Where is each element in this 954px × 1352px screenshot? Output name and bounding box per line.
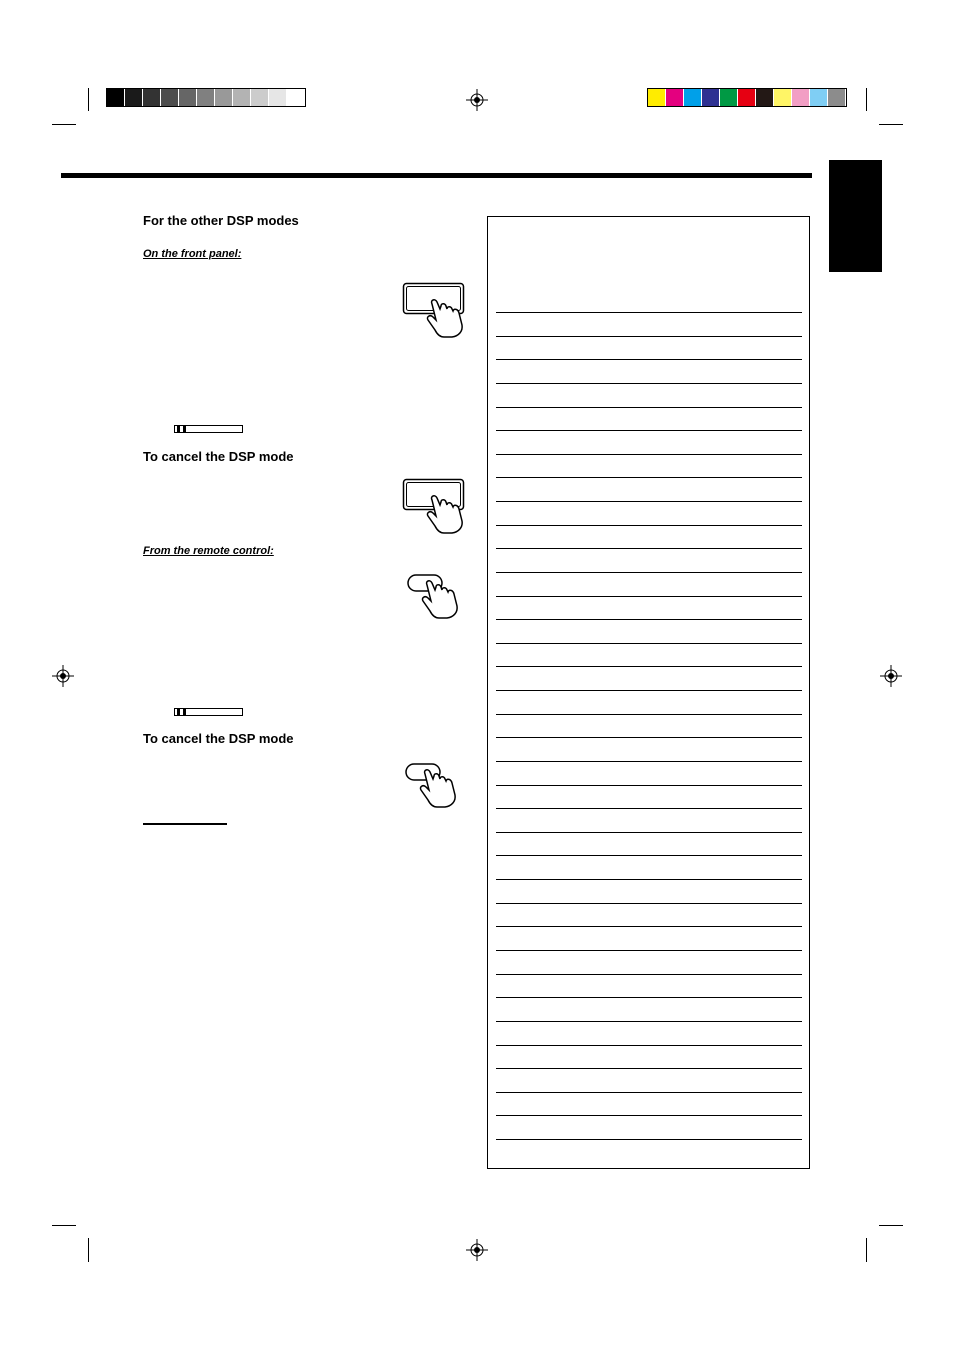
table-row-divider <box>496 737 802 738</box>
table-row-divider <box>496 336 802 337</box>
color-swatch <box>810 89 828 106</box>
color-swatch <box>774 89 792 106</box>
table-row-divider <box>496 855 802 856</box>
remote-control-label: From the remote control: <box>143 545 274 557</box>
display-indicator-icon <box>174 425 243 433</box>
display-indicator-icon <box>174 708 243 716</box>
front-panel-label: On the front panel: <box>143 248 242 260</box>
color-swatch <box>233 89 251 106</box>
color-swatch <box>143 89 161 106</box>
table-row-divider <box>496 619 802 620</box>
cancel-dsp-heading-remote: To cancel the DSP mode <box>143 731 294 746</box>
table-row-divider <box>496 690 802 691</box>
table-row-divider <box>496 1139 802 1140</box>
color-swatch <box>197 89 215 106</box>
table-row-divider <box>496 1021 802 1022</box>
table-row-divider <box>496 1045 802 1046</box>
table-row-divider <box>496 643 802 644</box>
registration-mark-icon <box>52 665 74 687</box>
table-row-divider <box>496 430 802 431</box>
table-row-divider <box>496 926 802 927</box>
hand-press-button-icon <box>402 282 468 338</box>
color-swatch <box>666 89 684 106</box>
table-row-divider <box>496 974 802 975</box>
dsp-settings-table <box>487 216 810 1169</box>
table-row-divider <box>496 359 802 360</box>
table-row-divider <box>496 808 802 809</box>
table-row-divider <box>496 1068 802 1069</box>
table-row-divider <box>496 666 802 667</box>
table-row-divider <box>496 383 802 384</box>
crop-mark <box>879 1225 903 1226</box>
color-swatch <box>648 89 666 106</box>
color-swatch <box>161 89 179 106</box>
header-rule <box>61 173 812 178</box>
table-row-divider <box>496 312 802 313</box>
crop-mark <box>866 1238 867 1262</box>
color-swatch <box>251 89 269 106</box>
crop-mark <box>866 88 867 111</box>
table-row-divider <box>496 501 802 502</box>
table-row-divider <box>496 1092 802 1093</box>
table-row-divider <box>496 714 802 715</box>
language-tab <box>829 160 882 272</box>
hand-press-button-icon <box>402 478 468 534</box>
color-swatch <box>738 89 756 106</box>
table-row-divider <box>496 407 802 408</box>
color-swatch <box>702 89 720 106</box>
table-row-divider <box>496 832 802 833</box>
grayscale-bar <box>106 88 306 107</box>
color-swatch <box>287 89 305 106</box>
crop-mark <box>879 124 903 125</box>
table-row-divider <box>496 879 802 880</box>
table-row-divider <box>496 903 802 904</box>
color-swatch <box>828 89 846 106</box>
cancel-dsp-heading-front: To cancel the DSP mode <box>143 449 294 464</box>
table-row-divider <box>496 1115 802 1116</box>
color-swatch <box>720 89 738 106</box>
table-row-divider <box>496 548 802 549</box>
section-heading-other-dsp-modes: For the other DSP modes <box>143 213 299 228</box>
table-row-divider <box>496 477 802 478</box>
color-swatch <box>107 89 125 106</box>
hand-press-remote-button-icon <box>405 573 467 621</box>
color-swatch <box>792 89 810 106</box>
table-row-divider <box>496 761 802 762</box>
table-row-divider <box>496 596 802 597</box>
crop-mark <box>88 1238 89 1262</box>
table-row-divider <box>496 785 802 786</box>
table-row-divider <box>496 454 802 455</box>
table-row-divider <box>496 997 802 998</box>
registration-mark-icon <box>880 665 902 687</box>
color-bar <box>647 88 847 107</box>
color-swatch <box>684 89 702 106</box>
hand-press-remote-button-icon <box>403 762 465 810</box>
table-row-divider <box>496 572 802 573</box>
table-row-divider <box>496 525 802 526</box>
table-row-divider <box>496 950 802 951</box>
color-swatch <box>179 89 197 106</box>
registration-mark-icon <box>466 89 488 111</box>
color-swatch <box>269 89 287 106</box>
note-rule <box>143 823 227 825</box>
crop-mark <box>52 1225 76 1226</box>
color-swatch <box>125 89 143 106</box>
color-swatch <box>756 89 774 106</box>
registration-mark-icon <box>466 1239 488 1261</box>
color-swatch <box>215 89 233 106</box>
crop-mark <box>88 88 89 111</box>
crop-mark <box>52 124 76 125</box>
